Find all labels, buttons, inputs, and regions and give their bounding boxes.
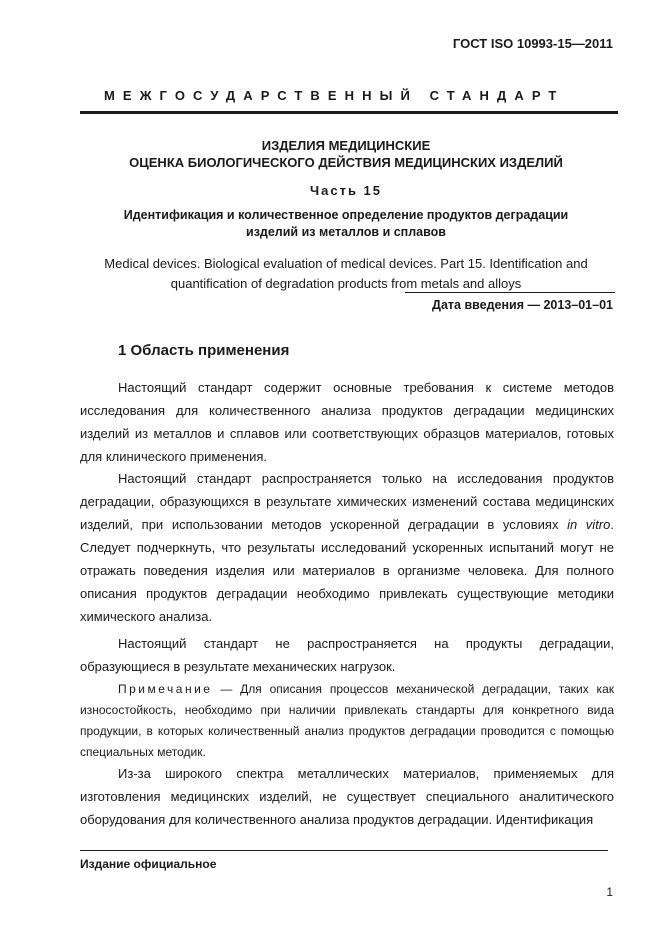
note-text: — Для описания процессов механической деградации, таких как износостойкость, необходимо при наличии привлекать стандарты для конкретного вида продукции, в которых количественный анализ продуктов деградации проводится с помощью специальных методик. — [80, 682, 614, 759]
note-label: Примечание — [118, 682, 213, 696]
document-title — [80, 137, 612, 171]
part-label: Часть 15 — [309, 183, 383, 198]
title-line-2: ОЦЕНКА БИОЛОГИЧЕСКОГО ДЕЙСТВИЯ МЕДИЦИНСКИХ ИЗДЕЛИЙ — [129, 155, 563, 170]
paragraph-2-part-b: . Следует подчеркнуть, что результаты исследований ускоренных испытаний могут не отражать поведения изделия или материалов в организме человека. Для полного описания продуктов деградации необходимо привлекать существующие методики химического анализа. — [80, 517, 614, 624]
english-title-line-2: quantification of degradation products from metals and alloys — [170, 276, 522, 291]
footer-divider — [80, 850, 608, 851]
paragraph-3: Настоящий стандарт не распространяется на продукты деградации, образующиеся в результате механических нагрузок. — [80, 636, 614, 674]
document-number: ГОСТ ISO 10993-15—2011 — [452, 36, 613, 51]
paragraph-2 — [80, 467, 614, 628]
note — [80, 679, 614, 763]
subtitle-line-1: Идентификация и количественное определение продуктов деградации — [123, 208, 569, 222]
section-heading: 1 Область применения — [118, 342, 290, 359]
subtitle-line-2: изделий из металлов и сплавов — [246, 225, 446, 239]
title-line-1: ИЗДЕЛИЯ МЕДИЦИНСКИЕ — [261, 138, 431, 153]
paragraph-1: Настоящий стандарт содержит основные требования к системе методов исследования для количественного анализа продуктов деградации медицинских изделий из металлов и сплавов или соответствующих образцов материалов, готовых для клинического применения. — [80, 380, 614, 464]
document-subtitle — [80, 207, 612, 241]
date-divider — [405, 292, 615, 293]
edition-label: Издание официальное — [80, 857, 217, 871]
english-title-line-1: Medical devices. Biological evaluation of medical devices. Part 15. Identification and — [104, 256, 588, 271]
english-title — [80, 254, 612, 294]
standard-type-heading: МЕЖГОСУДАРСТВЕННЫЙ СТАНДАРТ — [104, 88, 565, 103]
paragraph-4: Из-за широкого спектра металлических материалов, применяемых для изготовления медицинских изделий, не существует специального аналитического оборудования для количественного анализа продуктов деградации. Идентификация — [80, 766, 614, 827]
paragraph-2-part-a: Настоящий стандарт распространяется только на исследования продуктов деградации, образующихся в результате химических изменений состава медицинских изделий, при использовании методов ускоренной деградации в условиях — [80, 471, 614, 532]
paragraph-2-italic: in vitro — [567, 517, 611, 532]
page-number: 1 — [606, 885, 613, 899]
introduction-date: Дата введения — 2013–01–01 — [432, 298, 613, 312]
header-divider — [80, 111, 618, 114]
